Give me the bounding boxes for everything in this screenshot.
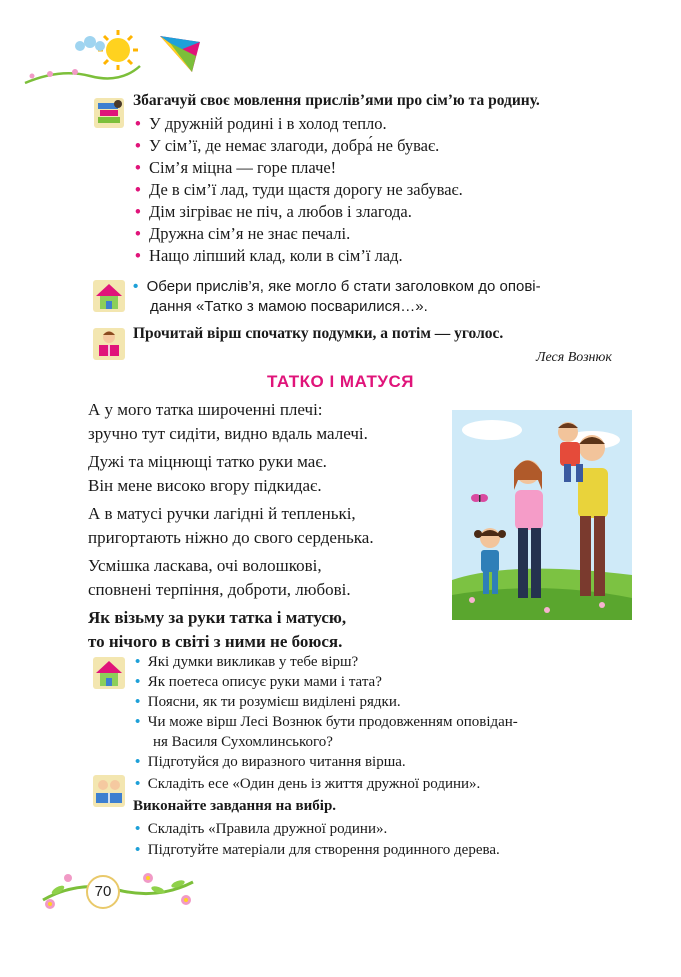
- author: Леся Вознюк: [536, 350, 612, 365]
- question-text: Які думки викликав у тебе вірш?: [147, 654, 359, 670]
- list-item: • У дружній родині і в холод тепло.: [135, 114, 387, 133]
- family-illustration: [452, 410, 632, 620]
- list-item: • Які думки викликав у тебе вірш?: [135, 654, 359, 670]
- proverb-text: У сім’ї, де немає злагоди, добра́ не буває.: [149, 136, 440, 155]
- task1-text: Обери прислів’я, яке могло б стати заголовком до опові-: [146, 278, 541, 295]
- question-text: Як поетеса описує руки мами і тата?: [147, 674, 382, 690]
- reading-child-icon: [91, 326, 125, 360]
- poem-line-highlighted: то нічого в світі з ними не боюся.: [88, 632, 343, 651]
- question-text: Чи може вірш Лесі Вознюк бути продовженням оповідан-: [147, 714, 518, 730]
- butterfly-icon: [471, 494, 488, 502]
- poem-line: Він мене високо вгору підкидає.: [88, 476, 322, 495]
- list-item: • Як поетеса описує руки мами і тата?: [135, 674, 382, 690]
- list-item: • Де в сім’ї лад, туди щастя дорогу не забуває.: [135, 180, 463, 199]
- poem-line: сповнені терпіння, доброти, любові.: [88, 580, 351, 599]
- house-icon: [91, 655, 125, 689]
- poem-line-highlighted: Як візьму за руки татка і матусю,: [88, 608, 347, 627]
- essay-task: • Складіть есе «Один день із життя дружної родини».: [135, 776, 481, 792]
- task1-line1: • Обери прислів’я, яке могло б стати заголовком до опові-: [133, 278, 541, 295]
- proverb-text: Нащо ліпший клад, коли в сім’ї лад.: [149, 246, 403, 265]
- books-icon: [91, 95, 125, 129]
- list-item: • Нащо ліпший клад, коли в сім’ї лад.: [135, 246, 403, 265]
- list-item-continuation: ня Василя Сухомлинського?: [153, 734, 333, 750]
- reading-children-icon: [91, 773, 125, 807]
- list-item: • Сім’я міцна — горе плаче!: [135, 158, 337, 177]
- proverb-text: Де в сім’ї лад, туди щастя дорогу не забуває.: [149, 180, 463, 199]
- list-item: • Підготуйте матеріали для створення родинного дерева.: [135, 842, 500, 858]
- proverb-text: Дім зігріває не піч, а любов і злагода.: [149, 202, 412, 221]
- list-item: • У сім’ї, де немає злагоди, добра́ не буває.: [135, 136, 440, 155]
- sun-icon: [98, 30, 138, 70]
- essay-text: Складіть есе «Один день із життя дружної родини».: [147, 776, 481, 792]
- choice-heading: Виконайте завдання на вибір.: [133, 798, 337, 814]
- intro-text: Збагачуй своє мовлення прислів’ями про сім’ю та родину.: [133, 92, 540, 109]
- poem-line: пригортають ніжно до свого серденька.: [88, 528, 374, 547]
- poem-line: Дужі та міцнющі татко руки має.: [88, 452, 327, 471]
- list-item: • Підготуйся до виразного читання вірша.: [135, 754, 406, 770]
- page-number: 70: [86, 875, 120, 909]
- poem-line: А у мого татка широченні плечі:: [88, 400, 323, 419]
- poem-title: ТАТКО І МАТУСЯ: [267, 372, 414, 391]
- proverb-text: Дружна сім’я не знає печалі.: [149, 224, 351, 243]
- question-text: Підготуйся до виразного читання вірша.: [147, 754, 406, 770]
- list-item: • Дім зігріває не піч, а любов і злагода.: [135, 202, 412, 221]
- task2-text: Прочитай вірш спочатку подумки, а потім — уголос.: [133, 325, 504, 342]
- list-item: • Складіть «Правила дружної родини».: [135, 821, 388, 837]
- poem-line: зручно тут сидіти, видно вдаль малечі.: [88, 424, 368, 443]
- header-decoration: [20, 28, 210, 90]
- choice-text: Підготуйте матеріали для створення родинного дерева.: [147, 842, 500, 858]
- list-item: • Чи може вірш Лесі Вознюк бути продовженням оповідан-: [135, 714, 518, 730]
- poem-line: А в матусі ручки лагідні й тепленькі,: [88, 504, 356, 523]
- question-text: Поясни, як ти розумієш виділені рядки.: [147, 694, 401, 710]
- list-item: • Дружна сім’я не знає печалі.: [135, 224, 351, 243]
- list-item: • Поясни, як ти розумієш виділені рядки.: [135, 694, 401, 710]
- poem-line: Усмішка ласкава, очі волошкові,: [88, 556, 322, 575]
- task1-line2: дання «Татко з мамою посварилися…».: [150, 298, 428, 315]
- proverb-text: У дружній родині і в холод тепло.: [149, 114, 387, 133]
- kite-icon: [160, 36, 200, 72]
- choice-text: Складіть «Правила дружної родини».: [147, 821, 388, 837]
- proverb-text: Сім’я міцна — горе плаче!: [149, 158, 337, 177]
- house-icon: [91, 278, 125, 312]
